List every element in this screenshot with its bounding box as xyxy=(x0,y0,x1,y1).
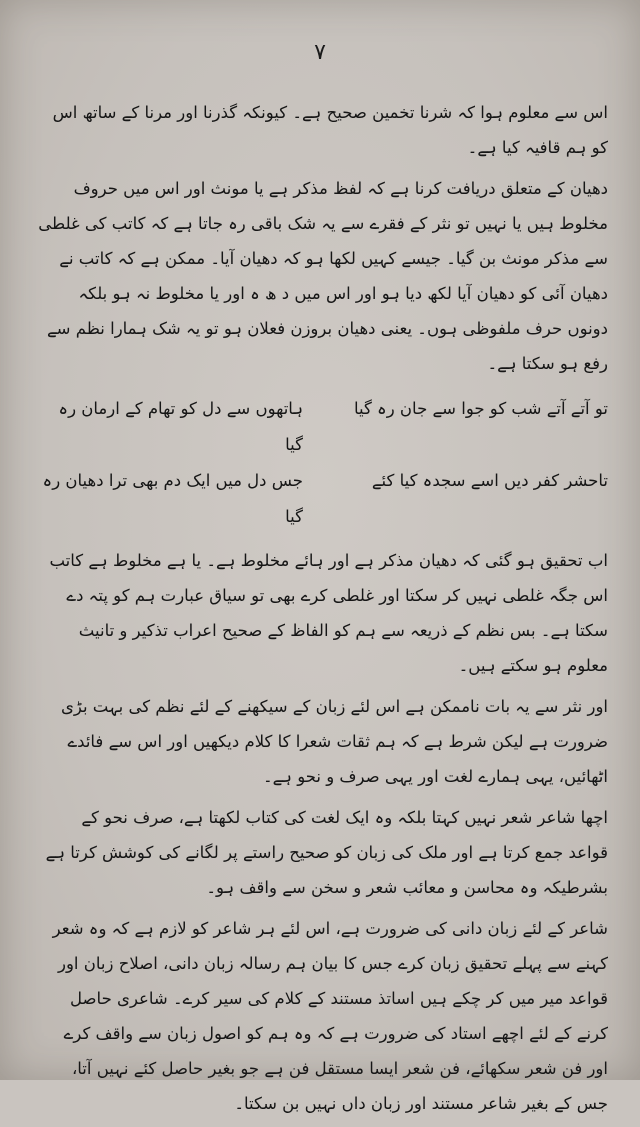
verse-block xyxy=(38,391,608,535)
paragraph-5: اچھا شاعر شعر نہیں کہتا بلکہ وہ ایک لغت کی کتاب لکھتا ہے، صرف نحو کے قواعد جمع کرتا ہے اور ملک کی زبان کو صحیح راستے پر لگانے کی کوشش کرتا ہے بشرطیکہ وہ محاسن و معائب شعر و سخن سے واقف ہو۔ xyxy=(45,808,608,897)
paragraph-6: شاعر کے لئے زبان دانی کی ضرورت ہے، اس لئے ہر شاعر کو لازم ہے کہ وہ شعر کہنے سے پہلے تحقیق زبان کرے جس کا بیان ہم رسالہ زبان دانی، اصلاح زبان اور قواعد میر میں کر چکے ہیں اساتذ مستند کے کلام کی سیر کرے۔ شاعری حاصل کرنے کے لئے اچھے استاد کی ضرورت ہے کہ وہ ہم کو اصول زبان سے واقف کرے اور فن شعر سکھائے، فن شعر ایسا مستقل فن ہے جو بغیر حاصل کئے نہیں آتا، جس کے بغیر شاعر مستند اور زبان داں نہیں بن سکتا۔ xyxy=(52,919,608,1113)
verse-misra-right: ہاتھوں سے دل کو تھام کے ارمان رہ گیا xyxy=(58,399,303,454)
verse-misra-left: تو آتے آتے شب کو جوا سے جان رہ گیا xyxy=(353,399,608,418)
page-body xyxy=(38,95,608,1127)
verse-couplet-1 xyxy=(38,391,608,463)
verse-misra-left: تاحشر کفر دیں اسے سجدہ کیا کئے xyxy=(371,471,608,490)
paragraph-3: اب تحقیق ہو گئی کہ دھیان مذکر ہے اور ہائے مخلوط ہے۔ یا ہے مخلوط ہے کاتب اس جگہ غلطی نہیں کر سکتا اور غلطی کرے بھی تو سیاق عبارت ہم کو پتہ دے سکتا ہے۔ بس نظم کے ذریعہ سے ہم کو الفاظ کے صحیح اعراب تذکیر و تانیث معلوم ہو سکتے ہیں۔ xyxy=(49,551,608,675)
page-number: ۷ xyxy=(314,40,326,65)
verse-couplet-2 xyxy=(38,463,608,535)
verse-misra-right: جس دل میں ایک دم بھی ترا دھیان رہ گیا xyxy=(42,471,303,526)
paragraph-2: دھیان کے متعلق دریافت کرنا ہے کہ لفظ مذکر ہے یا مونث اور اس میں حروف مخلوط ہیں یا نہیں تو نثر کے فقرے سے یہ شک باقی رہ جاتا ہے کہ کاتب کی غلطی سے مذکر مونث بن گیا۔ جیسے کہیں لکھا ہو کہ دھیان آیا۔ ممکن ہے کہ کاتب نے دھیان آئی کو دھیان آیا لکھ دیا ہو اور اس میں د ھ ہ اور یا مخلوط نہ ہو بلکہ دونوں حرف ملفوظی ہوں۔ یعنی دھیان بروزن فعلان ہو تو یہ شک ہمارا نظم سے رفع ہو سکتا ہے۔ xyxy=(38,179,608,373)
paragraph-1: اس سے معلوم ہوا کہ شرنا تخمین صحیح ہے۔ کیونکہ گذرنا اور مرنا کے ساتھ اس کو ہم قافیہ کیا ہے۔ xyxy=(52,103,608,157)
paragraph-4: اور نثر سے یہ بات ناممکن ہے اس لئے زبان کے سیکھنے کے لئے نظم کی بہت بڑی ضرورت ہے لیکن شرط ہے کہ ہم ثقات شعرا کا کلام دیکھیں اور اس سے فائدے اٹھائیں، یہی ہمارے لغت اور یہی صرف و نحو ہے۔ xyxy=(60,697,608,786)
